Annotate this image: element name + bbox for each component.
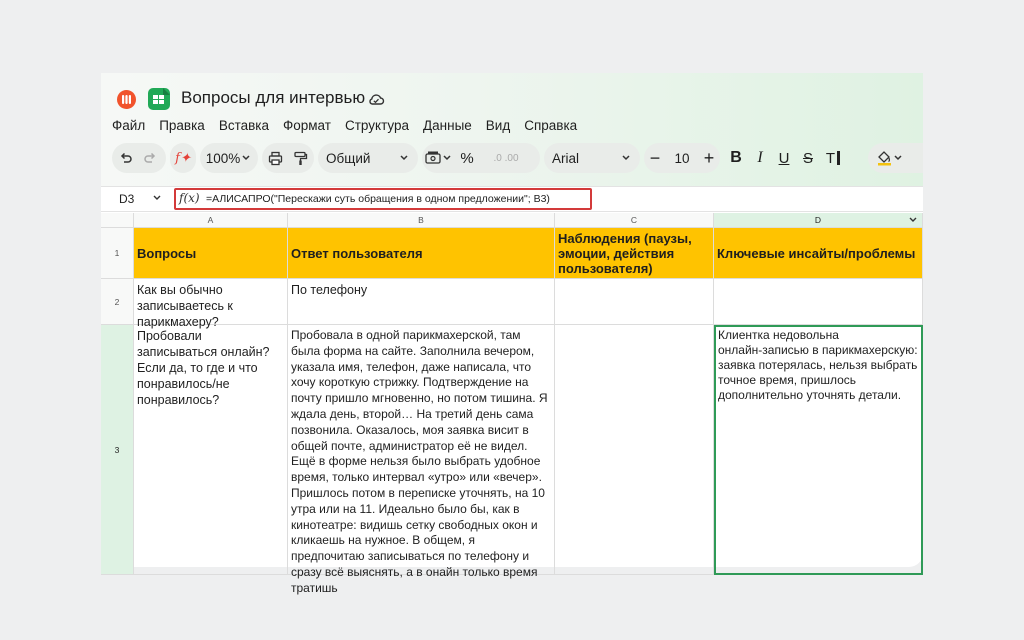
font-size-decrease-button[interactable]: − <box>649 147 661 168</box>
bold-button[interactable]: B <box>730 149 742 166</box>
cell-d1[interactable]: Ключевые инсайты/проблемы <box>714 228 923 279</box>
chevron-down-icon <box>620 153 632 163</box>
text-style-group <box>724 143 860 173</box>
decimal-buttons[interactable]: .0 .00 <box>493 152 519 164</box>
row-header-3[interactable]: 3 <box>101 325 134 575</box>
cell-d3[interactable]: Клиентка недовольна онлайн-записью в парикмахерскую: заявка потерялась, нельзя выбрать точное время, пришлось дополнительно уточнять детали. <box>714 325 923 575</box>
undo-redo-group <box>112 143 166 173</box>
cell-b2[interactable]: По телефону <box>288 279 555 325</box>
currency-icon <box>425 151 453 165</box>
formula-text: =АЛИСАПРО("Перескажи суть обращения в одном предложении"; B3) <box>206 193 550 205</box>
fill-color-group <box>868 143 923 173</box>
spreadsheet-app-icon[interactable] <box>148 88 170 110</box>
text-color-button[interactable] <box>820 143 846 173</box>
cell-b3[interactable]: Пробовала в одной парикмахерской, там была форма на сайте. Заполнила вечером, указала имя, телефон, даже написала, что хочу короткую стрижку. Подтверждение на почту пришло мгновенно, но потом тишина. Я ждала день, второй… На третий день сама позвонила. Оказалось, моя заявка висит в общей почте, администратор её не видел. Ещё в форме нельзя было выбрать удобное время, только интервал «утро» или «вечер». Пришлось потом в переписке уточнять, на 10 утра или на 11. Идеально было бы, как в кинотеатре: видишь сетку свободных окон и кликаешь на нужное. В общем, я предпочитаю записываться по телефону и сразу всё выяснять, а в онайн только время тратишь <box>288 325 555 575</box>
row-header-1[interactable]: 1 <box>101 228 134 279</box>
currency-percent-group <box>422 143 540 173</box>
column-header-d[interactable] <box>714 213 923 228</box>
print-paint-group <box>262 143 314 173</box>
document-title[interactable]: Вопросы для интервью <box>181 88 366 107</box>
formula-bar <box>101 186 923 212</box>
menu-help[interactable]: Справка <box>524 118 578 133</box>
number-format-select[interactable] <box>318 143 418 173</box>
cell-a3[interactable]: Пробовали записываться онлайн? Если да, то где и что понравилось/не понравилось? <box>134 325 288 575</box>
font-select[interactable] <box>544 143 640 173</box>
ai-function-group <box>170 143 196 173</box>
row-header-2[interactable]: 2 <box>101 279 134 325</box>
menu-insert[interactable]: Вставка <box>218 118 269 133</box>
font-size-value[interactable]: 10 <box>674 150 690 166</box>
font-value: Arial <box>552 150 580 166</box>
fill-color-button[interactable] <box>868 143 913 173</box>
color-bar-icon <box>837 151 840 165</box>
toolbar <box>101 143 923 173</box>
zoom-value: 100% <box>205 150 241 166</box>
spreadsheet-window <box>101 73 923 595</box>
paint-format-icon <box>293 151 308 166</box>
ai-function-icon[interactable]: f✦ <box>175 150 191 166</box>
fx-icon: f(x) <box>179 191 200 205</box>
menu-file[interactable]: Файл <box>112 118 146 133</box>
cell-d2[interactable] <box>714 279 923 325</box>
column-header-d-label: D <box>814 215 822 225</box>
zoom-select[interactable] <box>200 143 258 173</box>
number-format-group <box>318 143 418 173</box>
menu-data[interactable]: Данные <box>423 118 472 133</box>
select-all-corner[interactable] <box>101 213 134 228</box>
print-icon <box>268 151 283 166</box>
print-button[interactable] <box>262 143 288 173</box>
column-header-a[interactable]: A <box>134 213 288 228</box>
cell-reference[interactable]: D3 <box>119 192 135 206</box>
zoom-group <box>200 143 258 173</box>
menu-view[interactable]: Вид <box>485 118 511 133</box>
app-header <box>101 73 923 186</box>
yandex-360-logo-icon[interactable] <box>117 90 136 109</box>
menu-structure[interactable]: Структура <box>344 118 410 133</box>
chevron-down-icon <box>398 153 410 163</box>
undo-button[interactable] <box>112 143 139 173</box>
number-format-value: Общий <box>326 150 371 166</box>
paint-bucket-icon <box>876 150 906 166</box>
cell-c2[interactable] <box>555 279 714 325</box>
chevron-down-icon[interactable] <box>908 216 918 224</box>
redo-button[interactable] <box>139 143 161 173</box>
text-color-label: T <box>825 149 836 167</box>
menu-edit[interactable]: Правка <box>159 118 205 133</box>
currency-button[interactable] <box>422 143 456 173</box>
column-header-c[interactable]: C <box>555 213 714 228</box>
column-header-b[interactable]: B <box>288 213 555 228</box>
cell-b1[interactable]: Ответ пользователя <box>288 228 555 279</box>
percent-button[interactable]: % <box>460 149 474 167</box>
underline-button[interactable]: U <box>778 149 790 167</box>
strikethrough-button[interactable]: S <box>802 149 813 167</box>
cell-c3[interactable] <box>555 325 714 575</box>
italic-button[interactable]: I <box>757 149 763 166</box>
paint-format-button[interactable] <box>288 143 312 173</box>
chevron-down-icon <box>240 153 252 163</box>
redo-icon <box>143 151 157 165</box>
cloud-saved-icon <box>367 90 385 108</box>
font-size-group <box>644 143 720 173</box>
menu-bar <box>112 118 591 136</box>
cell-a1[interactable]: Вопросы <box>134 228 288 279</box>
cell-a2[interactable]: Как вы обычно записываетесь к парикмахеру? <box>134 279 288 325</box>
font-size-increase-button[interactable]: + <box>703 147 715 168</box>
menu-format[interactable]: Формат <box>283 118 331 133</box>
formula-input[interactable] <box>174 188 592 210</box>
undo-icon <box>119 151 133 165</box>
spreadsheet-grid <box>101 213 923 595</box>
cell-c1[interactable]: Наблюдения (паузы, эмоции, действия пользователя) <box>555 228 714 279</box>
font-group <box>544 143 640 173</box>
chevron-down-icon[interactable] <box>152 193 162 203</box>
